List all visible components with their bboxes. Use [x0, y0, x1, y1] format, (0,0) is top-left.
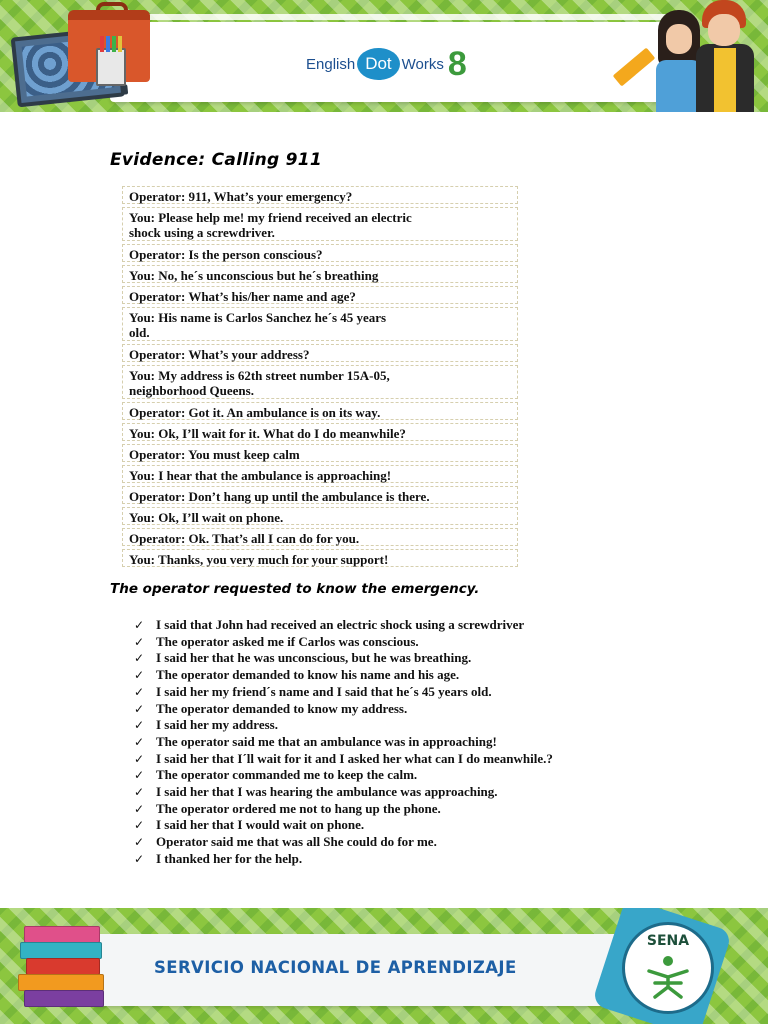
- dialog-line-text: Operator: What’s your address?: [129, 347, 310, 362]
- dialog-line: [122, 465, 518, 483]
- sena-figure-icon: [645, 953, 691, 999]
- list-item: [134, 684, 694, 701]
- dialog-line-text: neighborhood Queens.: [129, 383, 254, 398]
- logo-dot: Dot: [357, 48, 399, 80]
- dialog-line: [122, 207, 518, 241]
- checkmark-icon: ✓: [134, 634, 145, 649]
- list-item-text: I said her that I´ll wait for it and I asked her what can I do meanwhile.?: [156, 750, 553, 766]
- checkmark-icon: ✓: [134, 651, 145, 666]
- dialog-list: [122, 186, 518, 570]
- page-title: Evidence: Calling 911: [110, 150, 323, 170]
- dialog-line: [122, 402, 518, 420]
- dialog-line-text: You: No, he´s unconscious but he´s breathing: [129, 268, 379, 283]
- checkmark-icon: ✓: [134, 785, 145, 800]
- reported-speech-list: [134, 617, 694, 868]
- checkmark-icon: ✓: [134, 768, 145, 783]
- dialog-line-text: Operator: Is the person conscious?: [129, 247, 323, 262]
- dialog-line: [122, 365, 518, 399]
- list-item-text: I said her that I was hearing the ambulance was approaching.: [156, 784, 498, 800]
- list-item-text: I said her that he was unconscious, but he was breathing.: [156, 650, 472, 666]
- books-stack-illustration: [14, 916, 114, 1016]
- dialog-line: [122, 423, 518, 441]
- list-item: [134, 784, 694, 801]
- dialog-line: [122, 486, 518, 504]
- list-item-text: I thanked her for the help.: [156, 850, 303, 866]
- list-item: [134, 617, 694, 634]
- list-item-text: The operator demanded to know my address.: [156, 700, 408, 716]
- list-item: [134, 717, 694, 734]
- sena-logo-text: SENA: [646, 933, 690, 949]
- dialog-line-text: Operator: Ok. That’s all I can do for you.: [129, 531, 360, 546]
- list-item: [134, 634, 694, 651]
- dialog-line-text: You: Thanks, you very much for your support!: [129, 552, 389, 567]
- list-item: [134, 834, 694, 851]
- checkmark-icon: ✓: [134, 684, 145, 699]
- checkmark-icon: ✓: [134, 618, 145, 632]
- list-item-text: The operator ordered me not to hang up the phone.: [156, 800, 441, 816]
- footer-institution-name: SERVICIO NACIONAL DE APRENDIZAJE: [154, 958, 517, 977]
- dialog-line-text: Operator: What’s his/her name and age?: [129, 289, 356, 304]
- boy-student-illustration: [694, 0, 760, 112]
- dialog-line: [122, 444, 518, 462]
- list-item: [134, 650, 694, 667]
- checkmark-icon: ✓: [134, 835, 145, 850]
- pencil-cup-illustration: [96, 48, 126, 86]
- header-banner: [0, 0, 768, 112]
- list-item-text: The operator demanded to know his name and his age.: [156, 667, 460, 683]
- logo-number: 8: [447, 45, 467, 83]
- list-item-text: I said her my address.: [156, 717, 278, 733]
- list-item-text: I said her my friend´s name and I said that he´s 45 years old.: [156, 683, 492, 699]
- dialog-line: [122, 344, 518, 362]
- dialog-line: [122, 286, 518, 304]
- dialog-line: [122, 244, 518, 262]
- checkmark-icon: ✓: [134, 851, 145, 866]
- dialog-line-text: You: His name is Carlos Sanchez he´s 45 years: [129, 310, 387, 325]
- dialog-line-text: Operator: Got it. An ambulance is on its way.: [129, 405, 381, 420]
- list-item: [134, 701, 694, 718]
- list-item: [134, 751, 694, 768]
- section-heading: The operator requested to know the emergency.: [110, 581, 480, 597]
- logo-english: English: [306, 55, 356, 73]
- list-item: [134, 851, 694, 868]
- checkmark-icon: ✓: [134, 801, 145, 816]
- logo-works: Works: [401, 55, 444, 73]
- list-item-text: I said her that I would wait on phone.: [156, 817, 365, 833]
- checkmark-icon: ✓: [134, 668, 145, 683]
- checkmark-icon: ✓: [134, 734, 145, 749]
- dialog-line-text: Operator: Don’t hang up until the ambulance is there.: [129, 489, 430, 504]
- list-item-text: I said that John had received an electric shock using a screwdriver: [156, 617, 525, 632]
- list-item-text: The operator said me that an ambulance was in approaching!: [156, 733, 497, 749]
- checkmark-icon: ✓: [134, 701, 145, 716]
- english-dot-works-logo: [306, 44, 467, 84]
- list-item: [134, 767, 694, 784]
- sena-logo: [594, 912, 758, 1024]
- dialog-line-text: You: Ok, I’ll wait for it. What do I do meanwhile?: [129, 426, 406, 441]
- dialog-line: [122, 507, 518, 525]
- dialog-line-text: Operator: You must keep calm: [129, 447, 300, 462]
- list-item: [134, 817, 694, 834]
- dialog-line-text: Operator: 911, What’s your emergency?: [129, 189, 353, 204]
- list-item-text: Operator said me that was all She could do for me.: [156, 834, 437, 850]
- footer-banner: [0, 908, 768, 1024]
- list-item-text: The operator commanded me to keep the calm.: [156, 767, 418, 783]
- dialog-line-text: You: I hear that the ambulance is approaching!: [129, 468, 392, 483]
- dialog-line: [122, 265, 518, 283]
- dialog-line-text: You: Ok, I’ll wait on phone.: [129, 510, 284, 525]
- list-item: [134, 801, 694, 818]
- dialog-line: [122, 528, 518, 546]
- list-item-text: The operator asked me if Carlos was conscious.: [156, 633, 419, 649]
- dialog-line: [122, 549, 518, 567]
- checkmark-icon: ✓: [134, 751, 145, 766]
- dialog-line-text: old.: [129, 325, 150, 340]
- list-item: [134, 734, 694, 751]
- list-item: [134, 667, 694, 684]
- dialog-line-text: You: Please help me! my friend received an electric: [129, 210, 412, 225]
- seal-circle: [622, 922, 714, 1014]
- dialog-line: [122, 307, 518, 341]
- checkmark-icon: ✓: [134, 718, 145, 733]
- dialog-line: [122, 186, 518, 204]
- dialog-line-text: You: My address is 62th street number 15A-05,: [129, 368, 390, 383]
- dialog-line-text: shock using a screwdriver.: [129, 225, 275, 240]
- checkmark-icon: ✓: [134, 818, 145, 833]
